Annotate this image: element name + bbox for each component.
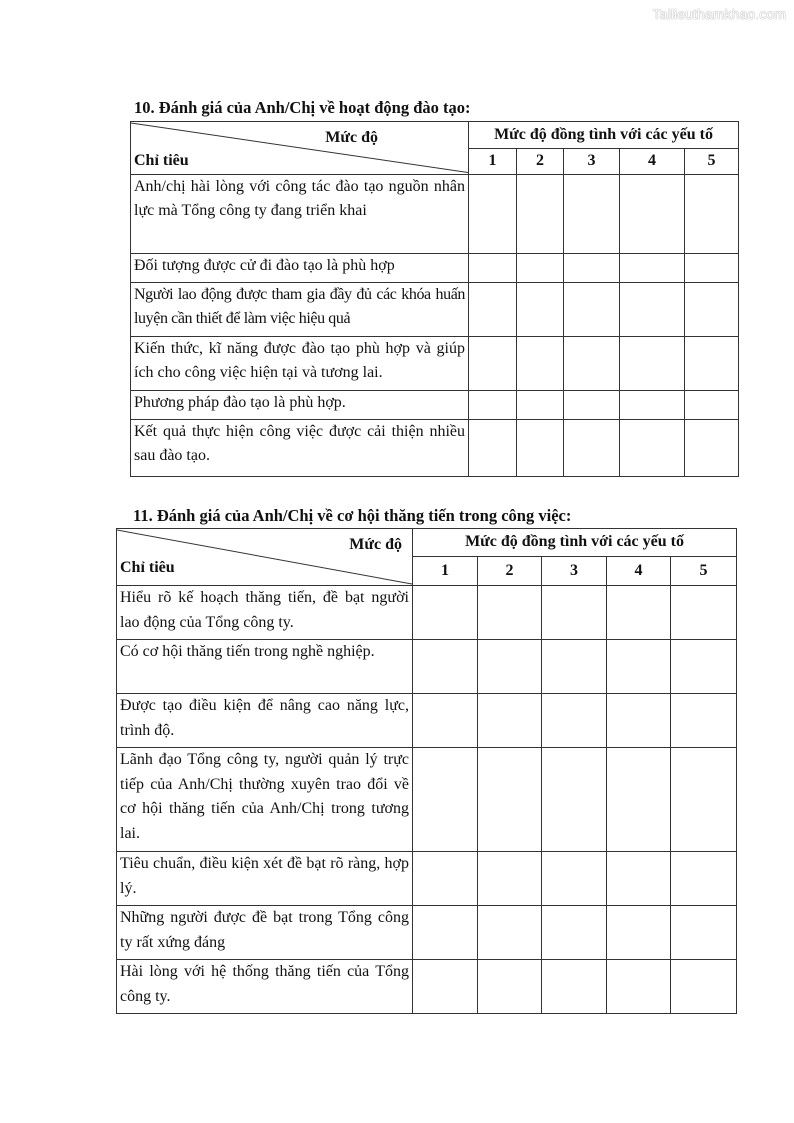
rating-cell-5[interactable] xyxy=(671,906,737,960)
rating-cell-2[interactable] xyxy=(478,748,542,852)
rating-cell-4[interactable] xyxy=(607,748,671,852)
scale-1-header: 1 xyxy=(469,149,517,175)
header-corner-cell xyxy=(117,529,413,586)
criterion-text: Người lao động được tham gia đầy đủ các khóa huấn luyện cần thiết để làm việc hiệu quả xyxy=(131,282,469,336)
scale-2-header: 2 xyxy=(517,149,564,175)
scale-3-header: 3 xyxy=(564,149,620,175)
rating-cell-3[interactable] xyxy=(564,282,620,336)
rating-cell-4[interactable] xyxy=(620,419,685,476)
rating-cell-4[interactable] xyxy=(607,586,671,640)
rating-cell-3[interactable] xyxy=(564,174,620,253)
scale-3-header: 3 xyxy=(542,557,607,586)
rating-cell-2[interactable] xyxy=(478,960,542,1014)
criterion-text: Kiến thức, kĩ năng được đào tạo phù hợp và giúp ích cho công việc hiện tại và tương lai. xyxy=(131,336,469,390)
rating-cell-3[interactable] xyxy=(564,336,620,390)
rating-cell-2[interactable] xyxy=(517,336,564,390)
criterion-text: Hiểu rõ kế hoạch thăng tiến, đề bạt người lao động của Tổng công ty. xyxy=(117,586,413,640)
rating-cell-4[interactable] xyxy=(607,694,671,748)
rating-cell-3[interactable] xyxy=(542,694,607,748)
rating-cell-4[interactable] xyxy=(607,960,671,1014)
rating-cell-2[interactable] xyxy=(517,253,564,282)
table-row xyxy=(117,960,737,1014)
criterion-text: Tiêu chuẩn, điều kiện xét đề bạt rõ ràng, hợp lý. xyxy=(117,852,413,906)
header-corner-cell xyxy=(131,122,469,175)
scale-5-header: 5 xyxy=(685,149,739,175)
rating-cell-4[interactable] xyxy=(620,282,685,336)
rating-cell-3[interactable] xyxy=(542,906,607,960)
table-row xyxy=(131,336,739,390)
rating-cell-2[interactable] xyxy=(517,390,564,419)
table-row xyxy=(117,640,737,694)
rating-cell-2[interactable] xyxy=(478,586,542,640)
scale-4-header: 4 xyxy=(607,557,671,586)
table-row xyxy=(117,906,737,960)
table-row xyxy=(131,174,739,253)
criterion-text: Lãnh đạo Tổng công ty, người quản lý trực tiếp của Anh/Chị thường xuyên trao đổi về cơ hội thăng tiến của Anh/Chị trong tương lai. xyxy=(117,748,413,852)
corner-criteria-label: Chỉ tiêu xyxy=(134,152,189,169)
rating-cell-2[interactable] xyxy=(478,852,542,906)
criterion-text: Hài lòng với hệ thống thăng tiến của Tổng công ty. xyxy=(117,960,413,1014)
rating-cell-1[interactable] xyxy=(413,906,478,960)
rating-cell-2[interactable] xyxy=(478,906,542,960)
rating-cell-1[interactable] xyxy=(469,336,517,390)
rating-cell-5[interactable] xyxy=(685,419,739,476)
table-row xyxy=(117,852,737,906)
rating-cell-1[interactable] xyxy=(413,852,478,906)
rating-cell-2[interactable] xyxy=(478,694,542,748)
rating-cell-1[interactable] xyxy=(469,419,517,476)
rating-cell-4[interactable] xyxy=(620,253,685,282)
rating-cell-3[interactable] xyxy=(564,390,620,419)
rating-cell-4[interactable] xyxy=(607,640,671,694)
rating-cell-4[interactable] xyxy=(620,174,685,253)
section-10-title: 10. Đánh giá của Anh/Chị về hoạt động đào tạo: xyxy=(134,98,471,117)
scale-4-header: 4 xyxy=(620,149,685,175)
rating-cell-2[interactable] xyxy=(517,174,564,253)
rating-cell-2[interactable] xyxy=(478,640,542,694)
criterion-text: Được tạo điều kiện để nâng cao năng lực, trình độ. xyxy=(117,694,413,748)
rating-cell-4[interactable] xyxy=(620,336,685,390)
table-row xyxy=(131,419,739,476)
agreement-header: Mức độ đồng tình với các yếu tố xyxy=(413,529,737,557)
rating-cell-1[interactable] xyxy=(413,748,478,852)
rating-cell-5[interactable] xyxy=(671,748,737,852)
corner-level-label: Mức độ xyxy=(325,129,378,146)
rating-cell-4[interactable] xyxy=(607,852,671,906)
rating-cell-3[interactable] xyxy=(542,852,607,906)
rating-cell-5[interactable] xyxy=(671,694,737,748)
criterion-text: Những người được đề bạt trong Tổng công ty rất xứng đáng xyxy=(117,906,413,960)
rating-cell-1[interactable] xyxy=(469,282,517,336)
scale-1-header: 1 xyxy=(413,557,478,586)
rating-cell-3[interactable] xyxy=(564,419,620,476)
rating-cell-5[interactable] xyxy=(685,390,739,419)
table-row xyxy=(117,694,737,748)
rating-cell-1[interactable] xyxy=(413,960,478,1014)
criterion-text: Đối tượng được cử đi đào tạo là phù hợp xyxy=(131,253,469,282)
criterion-text: Anh/chị hài lòng với công tác đào tạo nguồn nhân lực mà Tổng công ty đang triển khai xyxy=(131,174,469,253)
training-evaluation-table xyxy=(130,121,739,477)
rating-cell-5[interactable] xyxy=(685,253,739,282)
rating-cell-1[interactable] xyxy=(469,253,517,282)
agreement-header: Mức độ đồng tình với các yếu tố xyxy=(469,122,739,149)
criterion-text: Kết quả thực hiện công việc được cải thiện nhiều sau đào tạo. xyxy=(131,419,469,476)
rating-cell-5[interactable] xyxy=(685,282,739,336)
rating-cell-1[interactable] xyxy=(469,390,517,419)
rating-cell-1[interactable] xyxy=(469,174,517,253)
table-row xyxy=(131,282,739,336)
scale-5-header: 5 xyxy=(671,557,737,586)
rating-cell-5[interactable] xyxy=(685,174,739,253)
rating-cell-1[interactable] xyxy=(413,640,478,694)
rating-cell-1[interactable] xyxy=(413,694,478,748)
corner-criteria-label: Chỉ tiêu xyxy=(120,559,175,576)
rating-cell-5[interactable] xyxy=(671,640,737,694)
criterion-text: Phương pháp đào tạo là phù hợp. xyxy=(131,390,469,419)
rating-cell-5[interactable] xyxy=(671,852,737,906)
watermark: Tailieuthamkhao.com xyxy=(652,6,786,22)
rating-cell-4[interactable] xyxy=(620,390,685,419)
table-row xyxy=(131,390,739,419)
rating-cell-3[interactable] xyxy=(564,253,620,282)
scale-2-header: 2 xyxy=(478,557,542,586)
rating-cell-4[interactable] xyxy=(607,906,671,960)
rating-cell-5[interactable] xyxy=(671,586,737,640)
criterion-text: Có cơ hội thăng tiến trong nghề nghiệp. xyxy=(117,640,413,694)
rating-cell-1[interactable] xyxy=(413,586,478,640)
rating-cell-5[interactable] xyxy=(671,960,737,1014)
corner-level-label: Mức độ xyxy=(349,536,402,553)
rating-cell-2[interactable] xyxy=(517,419,564,476)
rating-cell-3[interactable] xyxy=(542,640,607,694)
section-11-title: 11. Đánh giá của Anh/Chị về cơ hội thăng tiến trong công việc: xyxy=(133,506,572,525)
rating-cell-3[interactable] xyxy=(542,586,607,640)
table-row xyxy=(131,253,739,282)
rating-cell-5[interactable] xyxy=(685,336,739,390)
promotion-evaluation-table xyxy=(116,528,737,1014)
rating-cell-3[interactable] xyxy=(542,960,607,1014)
table-row xyxy=(117,586,737,640)
rating-cell-2[interactable] xyxy=(517,282,564,336)
rating-cell-3[interactable] xyxy=(542,748,607,852)
table-row xyxy=(117,748,737,852)
